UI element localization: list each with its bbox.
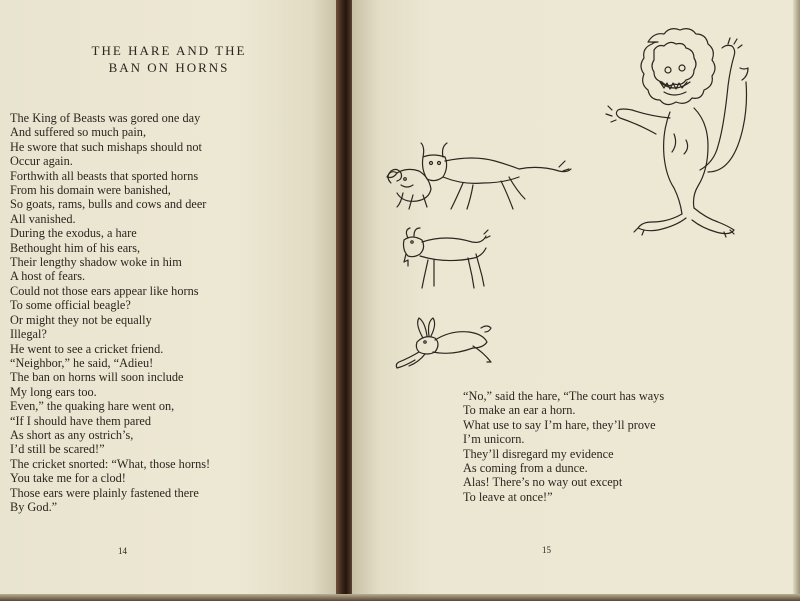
page-number-right: 15 — [542, 545, 551, 555]
poem-line: To make an ear a horn. — [463, 403, 576, 418]
poem-line: I’d still be scared!” — [10, 442, 105, 457]
poem-line: The cricket snorted: “What, those horns! — [10, 456, 211, 471]
poem-line: Even,” the quaking hare went on, — [10, 399, 175, 414]
poem-title — [0, 42, 338, 76]
hare-drawing — [395, 316, 495, 374]
page-edge-bottom — [0, 594, 800, 601]
poem-line: The King of Beasts was gored one day — [10, 111, 201, 125]
poem-line: Or might they not be equally — [10, 312, 152, 327]
poem-line: Alas! There’s no way out except — [463, 475, 623, 490]
poem-line: By God.” — [10, 499, 58, 514]
poem-line: Those ears were plainly fastened there — [10, 485, 199, 500]
poem-line: Could not those ears appear like horns — [10, 283, 199, 298]
poem-line: To leave at once!” — [463, 489, 553, 504]
title-line-2: BAN ON HORNS — [108, 60, 230, 75]
poem-line: And suffered so much pain, — [10, 125, 147, 140]
poem-line: You take me for a clod! — [10, 471, 126, 486]
poem-left-text — [10, 111, 210, 514]
poem-line: I’m unicorn. — [463, 432, 525, 447]
left-page — [0, 0, 338, 601]
poem-line: During the exodus, a hare — [10, 226, 137, 241]
poem-line: All vanished. — [10, 211, 76, 226]
poem-line: My long ears too. — [10, 384, 97, 399]
poem-line: Illegal? — [10, 327, 47, 342]
poem-line: “No,” said the hare, “The court has ways — [463, 389, 665, 403]
bull-and-ram-drawing — [383, 143, 573, 223]
poem-line: “If I should have them pared — [10, 413, 152, 428]
lion-drawing — [590, 22, 760, 252]
poem-line: So goats, rams, bulls and cows and deer — [10, 197, 207, 212]
poem-line: He swore that such mishaps should not — [10, 139, 202, 154]
poem-line: To some official beagle? — [10, 298, 131, 313]
poem-line: What use to say I’m hare, they’ll prove — [463, 417, 656, 432]
poem-line: “Neighbor,” he said, “Adieu! — [10, 355, 154, 370]
poem-line: He went to see a cricket friend. — [10, 341, 164, 356]
poem-line: As short as any ostrich’s, — [10, 427, 134, 442]
poem-right-text — [463, 389, 664, 504]
poem-line: As coming from a dunce. — [463, 461, 588, 476]
page-number-left: 14 — [118, 546, 127, 556]
goat-drawing — [398, 228, 490, 294]
poem-line: Their lengthy shadow woke in him — [10, 255, 182, 270]
poem-line: Occur again. — [10, 154, 73, 169]
page-edge-right — [793, 0, 800, 601]
poem-line: Bethought him of his ears, — [10, 240, 141, 255]
poem-line: They’ll disregard my evidence — [463, 446, 614, 461]
poem-line: From his domain were banished, — [10, 183, 171, 198]
poem-line: The ban on horns will soon include — [10, 370, 184, 385]
poem-line: Forthwith all beasts that sported horns — [10, 168, 199, 183]
title-line-1: THE HARE AND THE — [91, 43, 247, 58]
poem-line: A host of fears. — [10, 269, 86, 284]
